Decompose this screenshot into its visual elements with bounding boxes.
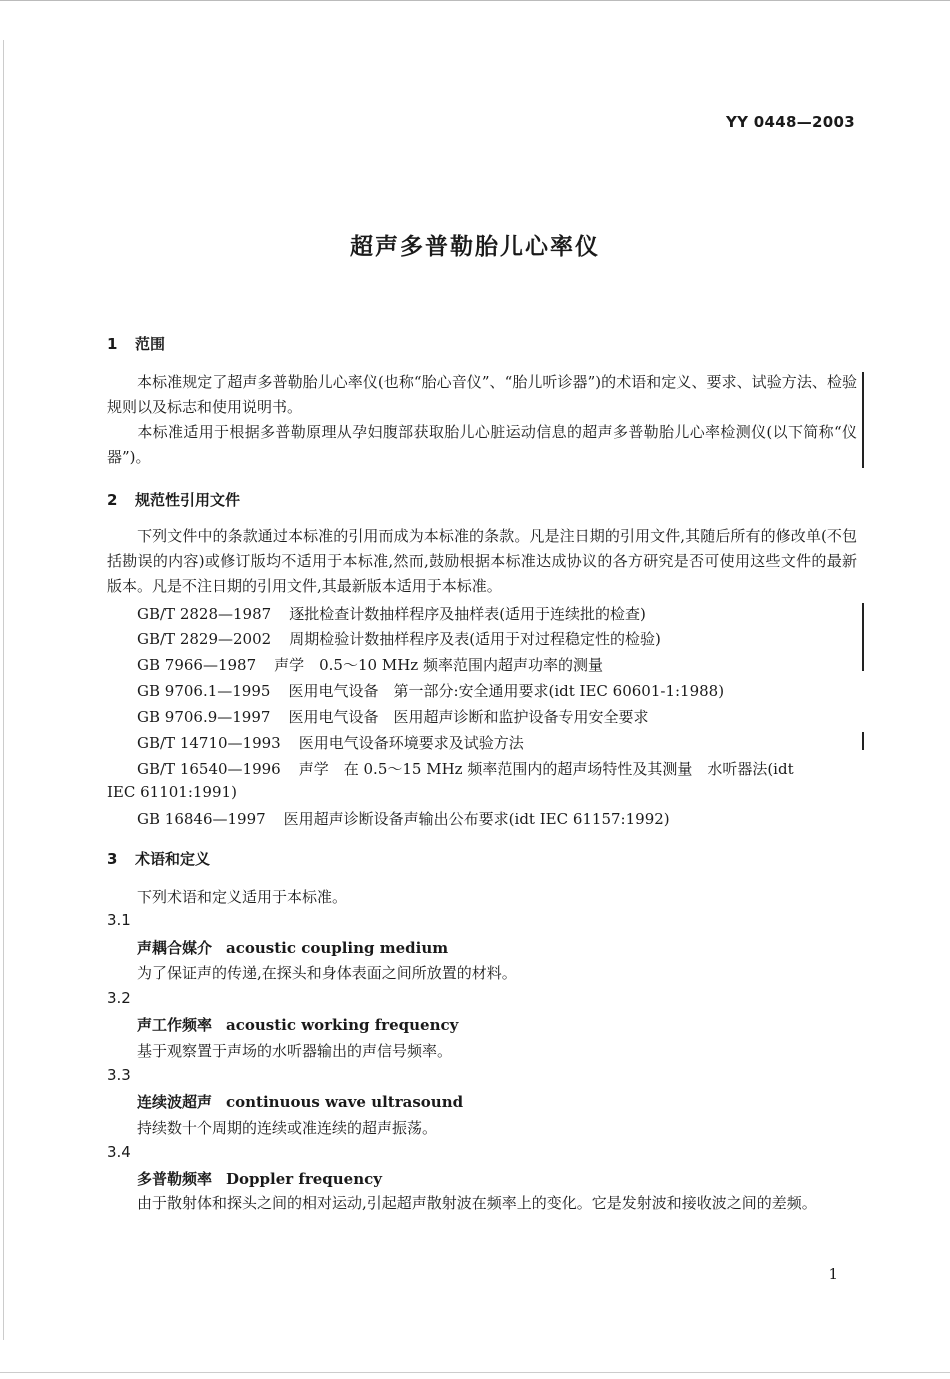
section-number: 1 (107, 335, 118, 353)
term-heading (137, 937, 448, 958)
standard-number: YY 0448—2003 (725, 113, 855, 131)
section-1-heading (107, 333, 165, 354)
reference-item (137, 628, 661, 649)
term-heading (137, 1014, 458, 1035)
reference-item (137, 732, 524, 753)
reference-continuation: IEC 61101:1991) (107, 783, 237, 801)
term-number: 3.3 (107, 1066, 131, 1084)
reference-item (137, 680, 724, 701)
reference-code: GB 9706.1—1995 (137, 682, 271, 700)
reference-code: GB 9706.9—1997 (137, 708, 271, 726)
term-heading (137, 1091, 463, 1112)
term-number: 3.1 (107, 911, 131, 929)
reference-code: GB/T 16540—1996 (137, 760, 281, 778)
term-english: acoustic working frequency (226, 1016, 459, 1034)
term-english: acoustic coupling medium (226, 939, 449, 957)
paragraph-text: 本标准适用于根据多普勒原理从孕妇腹部获取胎儿心脏运动信息的超声多普勒胎儿心率检测仪(以下简称“仪器”)。 (107, 423, 857, 466)
reference-item (137, 706, 648, 727)
term-definition (107, 1191, 857, 1216)
reference-title: 声学 0.5～10 MHz 频率范围内超声功率的测量 (274, 656, 603, 674)
reference-title: 周期检验计数抽样程序及表(适用于对过程稳定性的检验) (289, 630, 661, 648)
reference-title: 医用超声诊断设备声输出公布要求(idt IEC 61157:1992) (283, 810, 670, 828)
term-chinese: 声工作频率 (137, 1016, 213, 1034)
reference-code: GB 16846—1997 (137, 810, 266, 828)
term-definition: 基于观察置于声场的水听器输出的声信号频率。 (137, 1042, 453, 1060)
revision-bar (862, 732, 864, 750)
section-3-heading (107, 848, 210, 869)
reference-code: GB/T 14710—1993 (137, 734, 281, 752)
section-title: 范围 (135, 335, 166, 353)
reference-item (137, 808, 670, 829)
section-number: 2 (107, 491, 118, 509)
reference-code: GB/T 2829—2002 (137, 630, 272, 648)
document-title: 超声多普勒胎儿心率仪 (350, 234, 600, 260)
section-3-intro: 下列术语和定义适用于本标准。 (137, 888, 348, 906)
reference-title: 逐批检查计数抽样程序及抽样表(适用于连续批的检查) (289, 605, 646, 623)
section-2-heading (107, 489, 240, 510)
bottom-edge-line (0, 1372, 950, 1373)
section-1-paragraph-2 (107, 420, 857, 470)
term-english: continuous wave ultrasound (226, 1093, 464, 1111)
reference-title: 医用电气设备环境要求及试验方法 (298, 734, 524, 752)
page-number: 1 (828, 1265, 838, 1283)
term-chinese: 连续波超声 (137, 1093, 213, 1111)
section-1-paragraph-1 (107, 370, 857, 420)
paragraph-text: 下列文件中的条款通过本标准的引用而成为本标准的条款。凡是注日期的引用文件,其随后所有的修改单(不包括勘误的内容)或修订版均不适用于本标准,然而,鼓励根据本标准达成协议的各方研究是否可使用这些文件的最新版本。凡是不注日期的引用文件,其最新版本适用于本标准。 (107, 527, 857, 595)
reference-code: GB/T 2828—1987 (137, 605, 272, 623)
section-title: 术语和定义 (135, 850, 211, 868)
revision-bar (862, 372, 864, 468)
term-number: 3.4 (107, 1143, 131, 1161)
term-english: Doppler frequency (226, 1170, 382, 1188)
revision-bar (862, 603, 864, 671)
term-definition: 为了保证声的传递,在探头和身体表面之间所放置的材料。 (137, 964, 517, 982)
reference-title: 声学 在 0.5～15 MHz 频率范围内的超声场特性及其测量 水听器法(idt (298, 760, 794, 778)
reference-item (137, 758, 794, 779)
reference-code: GB 7966—1987 (137, 656, 257, 674)
reference-item (137, 603, 646, 624)
section-title: 规范性引用文件 (135, 491, 241, 509)
term-chinese: 声耦合媒介 (137, 939, 213, 957)
section-2-intro (107, 524, 857, 599)
reference-item (137, 654, 603, 675)
reference-title: 医用电气设备 第一部分:安全通用要求(idt IEC 60601-1:1988) (288, 682, 725, 700)
paragraph-text: 由于散射体和探头之间的相对运动,引起超声散射波在频率上的变化。它是发射波和接收波之间的差频。 (137, 1194, 817, 1212)
term-number: 3.2 (107, 989, 131, 1007)
term-definition: 持续数十个周期的连续或准连续的超声振荡。 (137, 1119, 438, 1137)
paragraph-text: 本标准规定了超声多普勒胎儿心率仪(也称“胎心音仪”、“胎儿听诊器”)的术语和定义、要求、试验方法、检验规则以及标志和使用说明书。 (107, 373, 857, 416)
term-chinese: 多普勒频率 (137, 1170, 213, 1188)
section-number: 3 (107, 850, 118, 868)
reference-title: 医用电气设备 医用超声诊断和监护设备专用安全要求 (288, 708, 649, 726)
term-heading (137, 1168, 382, 1189)
top-edge-line (0, 0, 950, 1)
